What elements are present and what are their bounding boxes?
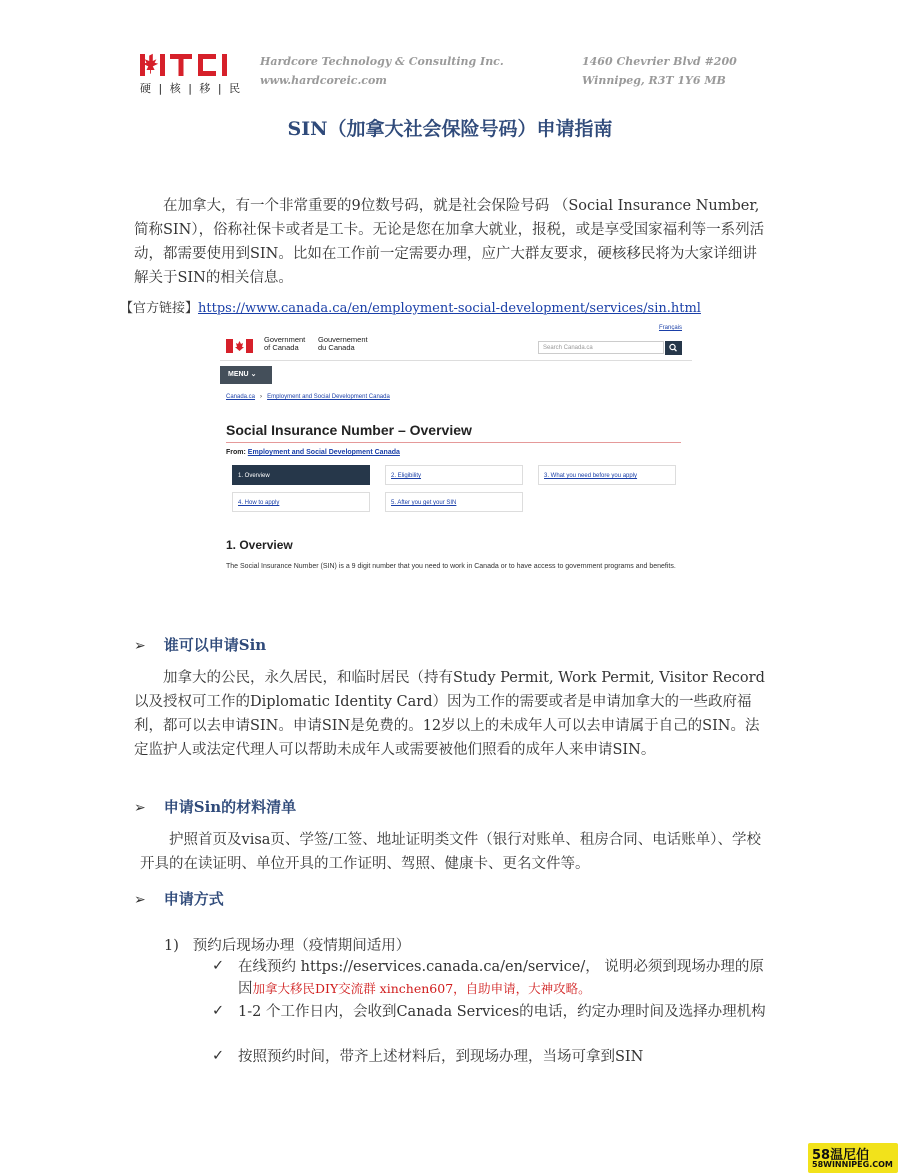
step-after-sin[interactable]: 5. After you get your SIN (385, 492, 523, 512)
method-1: 1) 预约后现场办理（疫情期间适用） (164, 938, 411, 954)
search-button[interactable] (665, 341, 682, 355)
from-line: From: Employment and Social Development Canada (226, 449, 400, 456)
logo-subtitle: 硬 | 核 | 移 | 民 (140, 82, 243, 95)
chevron-down-icon: ⌄ (250, 371, 257, 378)
overview-text: The Social Insurance Number (SIN) is a 9 digit number that you need to work in Canada or to have access to government programs and benefits. (226, 563, 676, 570)
search-input[interactable]: Search Canada.ca (538, 341, 664, 354)
arrow-bullet-icon: ➢ (134, 892, 146, 908)
breadcrumb-esdc[interactable]: Employment and Social Development Canada (267, 394, 390, 400)
header-divider (220, 360, 692, 361)
document-title: SIN（加拿大社会保险号码）申请指南 (287, 118, 613, 140)
breadcrumb-canada[interactable]: Canada.ca (226, 394, 256, 400)
check-icon: ✓ (212, 1003, 225, 1019)
step-overview[interactable]: 1. Overview (232, 465, 370, 485)
breadcrumb: Canada.ca › Employment and Social Development Canada (226, 394, 390, 400)
check-item-1: 在线预约 https://eservices.canada.ca/en/service/， 说明必须到现场办理的原因加拿大移民DIY交流群 xinchen607，自助申请，大神攻略。 (238, 959, 764, 997)
official-link[interactable]: https://www.canada.ca/en/employment-social-development/services/sin.html (198, 301, 701, 316)
step-what-you-need[interactable]: 3. What you need before you apply (538, 465, 676, 485)
embedded-screenshot (220, 322, 692, 590)
watermark-badge: 58温尼伯 58WINNIPEG.COM (808, 1143, 898, 1173)
heading-rule (226, 442, 681, 443)
gov-en-wordmark: Government of Canada (264, 335, 306, 352)
company-website: www.hardcoreic.com (260, 74, 387, 87)
canada-flag-icon (226, 339, 253, 353)
official-link-line (120, 297, 701, 316)
overview-heading: 1. Overview (226, 538, 293, 552)
arrow-bullet-icon: ➢ (134, 800, 146, 816)
section-methods: ➢ 申请方式 (134, 890, 224, 908)
intro-paragraph: 在加拿大，有一个非常重要的9位数号码，就是社会保险号码 （Social Insurance Number, 简称SIN），俗称社保卡或者是工卡。无论是您在加拿大就业，报税，或是享受国家福利等一系列活动，都需要使用到SIN。比如在工作前一定需要办理，应广大群友要求，硬核移民将为大家详细讲解关于SIN的相关信息。 (134, 198, 765, 286)
gov-fr-wordmark: Gouvernement du Canada (318, 335, 368, 352)
arrow-bullet-icon: ➢ (134, 638, 146, 654)
from-link[interactable]: Employment and Social Development Canada (247, 449, 400, 456)
page-heading: Social Insurance Number – Overview (226, 422, 472, 438)
menu-button[interactable]: MENU ⌄ (220, 366, 272, 384)
step-eligibility[interactable]: 2. Eligibility (385, 465, 523, 485)
who-paragraph: 加拿大的公民，永久居民，和临时居民（持有Study Permit, Work Permit, Visitor Record 以及授权可工作的Diplomatic Identity Card）因为工作的需要或者是申请加拿大的一些政府福利，都可以去申请SIN。申请SIN是免费的。12岁以上的未成年人可以去申请属于自己的SIN。法定监护人或法定代理人可以帮助未成年人或需要被他们照看的成年人来申请SIN。 (134, 670, 765, 758)
company-name: Hardcore Technology & Consulting Inc. (260, 55, 504, 68)
materials-paragraph: 护照首页及visa页、学签/工签、地址证明类文件（银行对账单、租房合同、电话账单）、学校开具的在读证明、单位开具的工作证明、驾照、健康卡、更名文件等。 (140, 832, 762, 872)
address-line-2: Winnipeg, R3T 1Y6 MB (582, 74, 726, 87)
search-icon (665, 341, 682, 355)
check-item-2: 1-2 个工作日内，会收到Canada Services的电话，约定办理时间及选择办理机构 (238, 1004, 766, 1020)
section-who: ➢ 谁可以申请Sin (134, 636, 267, 654)
official-link-label: 【官方链接】 (120, 301, 199, 316)
francais-link[interactable]: Français (658, 325, 682, 331)
section-materials: ➢ 申请Sin的材料清单 (134, 798, 297, 816)
check-icon: ✓ (212, 958, 225, 974)
step-how-to-apply[interactable]: 4. How to apply (232, 492, 370, 512)
check-icon: ✓ (212, 1048, 225, 1064)
promo-text: 加拿大移民DIY交流群 xinchen607，自助申请，大神攻略。 (252, 981, 591, 996)
address-line-1: 1460 Chevrier Blvd #200 (582, 55, 737, 68)
check-item-3: 按照预约时间，带齐上述材料后，到现场办理，当场可拿到SIN (238, 1049, 644, 1065)
